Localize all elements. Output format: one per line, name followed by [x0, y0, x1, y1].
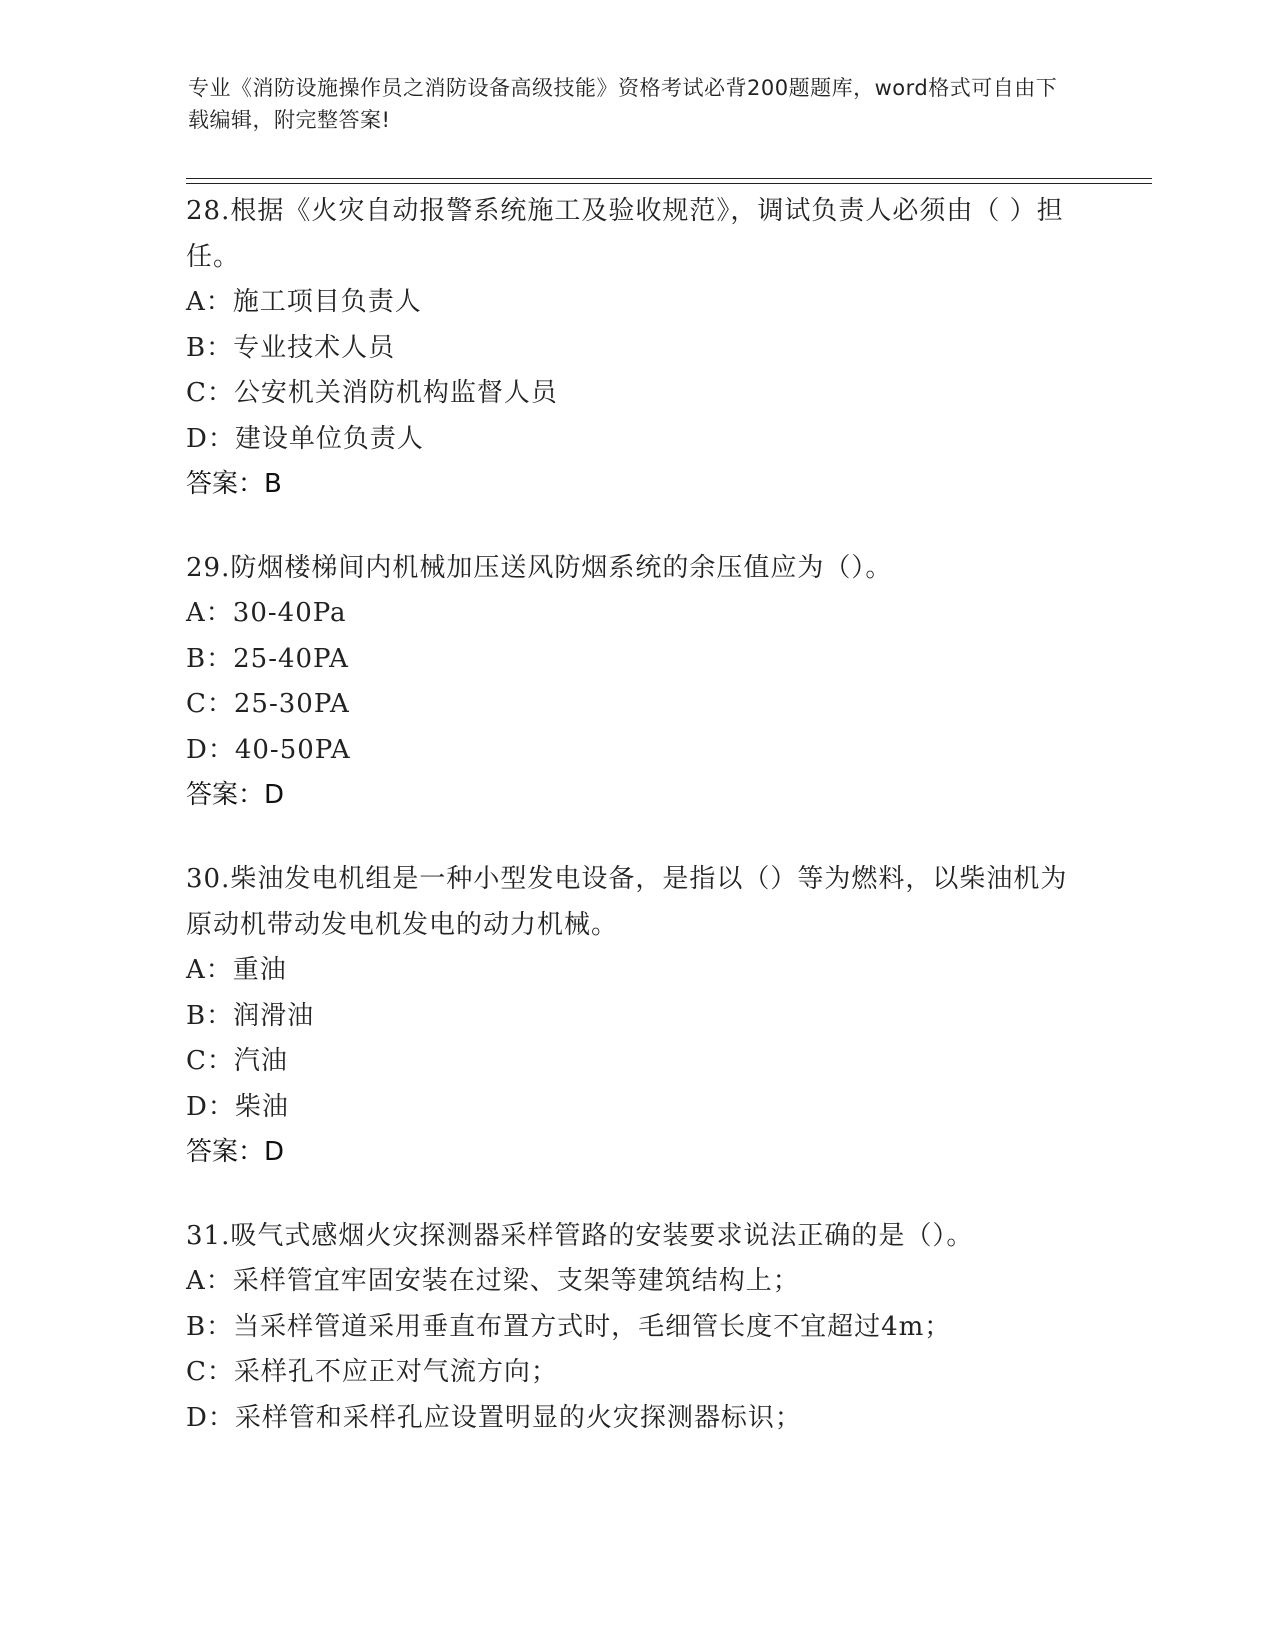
option-d: D：建设单位负责人 — [186, 423, 424, 454]
option-d: D：柴油 — [186, 1091, 289, 1122]
option-c: C：采样孔不应正对气流方向； — [186, 1357, 558, 1387]
question-text: 31.吸气式感烟火灾探测器采样管路的安装要求说法正确的是（）。 — [186, 1221, 974, 1251]
option-a: A：施工项目负责人 — [186, 287, 422, 317]
option-a: A：采样管宜牢固安装在过梁、支架等建筑结构上； — [186, 1266, 800, 1296]
question-text: 29.防烟楼梯间内机械加压送风防烟系统的余压值应为（）。 — [186, 553, 893, 583]
option-d: D：40-50PA — [186, 734, 351, 765]
answer: 答案：B — [186, 469, 282, 499]
option-b: B：当采样管道采用垂直布置方式时，毛细管长度不宜超过4m； — [186, 1311, 952, 1342]
option-a: A：30-40Pa — [186, 598, 347, 628]
option-a: A：重油 — [186, 955, 287, 985]
answer: 答案：D — [186, 780, 285, 810]
option-c: C：25-30PA — [186, 689, 350, 719]
header-divider-bottom — [186, 183, 1152, 184]
document-header: 专业《消防设施操作员之消防设备高级技能》资格考试必背200题题库，word格式可自由下载编辑，附完整答案! — [188, 76, 1058, 132]
question-text: 30.柴油发电机组是一种小型发电设备，是指以（）等为燃料，以柴油机为原动机带动发电机发电的动力机械。 — [186, 864, 1068, 940]
question-text: 28.根据《火灾自动报警系统施工及验收规范》，调试负责人必须由（ ）担任。 — [186, 196, 1064, 272]
answer: 答案：D — [186, 1137, 285, 1167]
question-list — [186, 188, 1086, 1479]
option-c: C：公安机关消防机构监督人员 — [186, 378, 558, 408]
question-30 — [186, 856, 1086, 1175]
question-28 — [186, 188, 1086, 507]
question-29 — [186, 545, 1086, 818]
option-c: C：汽油 — [186, 1046, 288, 1076]
option-b: B：25-40PA — [186, 643, 349, 674]
option-b: B：润滑油 — [186, 1000, 315, 1031]
option-b: B：专业技术人员 — [186, 332, 396, 363]
question-31 — [186, 1213, 1086, 1441]
option-d: D：采样管和采样孔应设置明显的火灾探测器标识； — [186, 1402, 802, 1433]
header-divider-top — [186, 178, 1152, 179]
